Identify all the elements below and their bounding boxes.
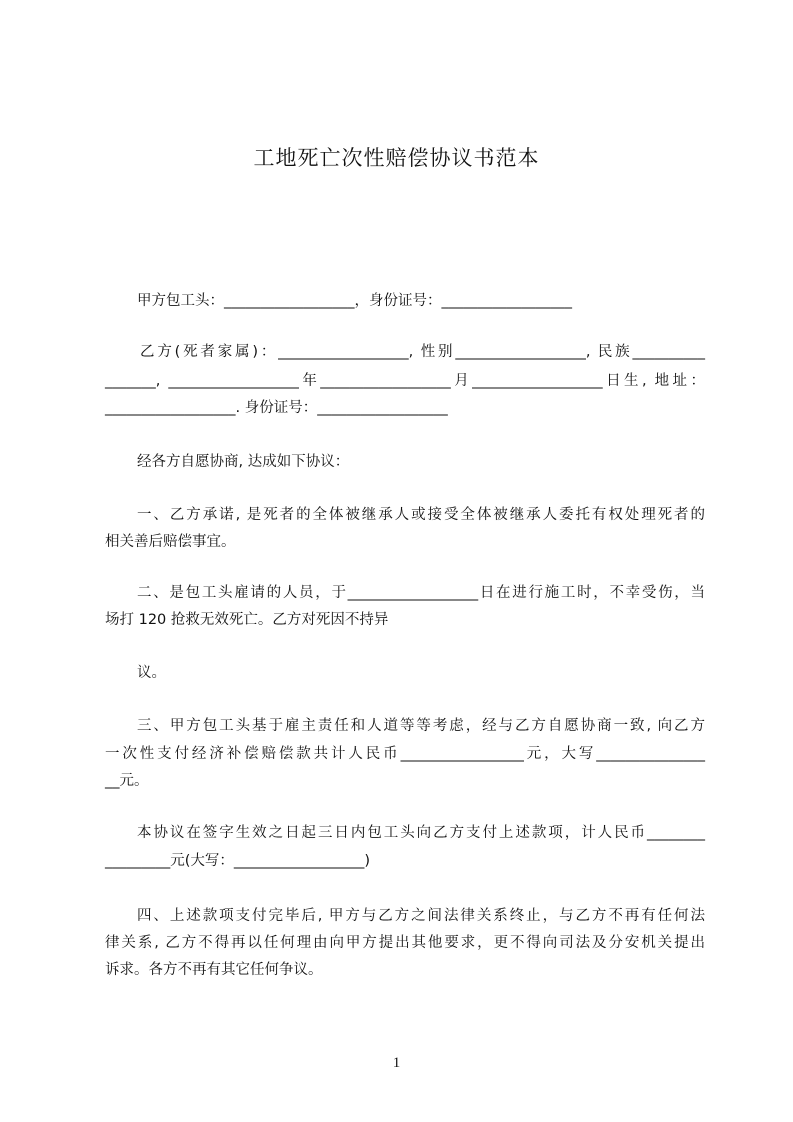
party-a-line: 甲方包工头：__________________，身份证号：__________________: [137, 293, 572, 309]
party-b-line-3: __________________. 身份证号：__________________: [105, 400, 448, 416]
party-b-line-1: 乙方(死者家属)：__________________, 性别__________________, 民族__________: [140, 344, 705, 360]
clause-3-line-1: 三、甲方包工头基于雇主责任和人道等等考虑，经与乙方自愿协商一致, 向乙方: [137, 718, 705, 734]
clause-4-line-1: 四、上述款项支付完毕后, 甲方与乙方之间法律关系终止，与乙方不再有任何法: [137, 908, 705, 924]
payment-line-1: 本协议在签字生效之日起三日内包工头向乙方支付上述款项，计人民币________: [137, 825, 705, 841]
clause-3-line-3: __元。: [105, 773, 149, 789]
clause-4-line-3: 诉求。各方不再有其它任何争议。: [105, 962, 323, 978]
clause-1-line-1: 一、乙方承诺, 是死者的全体被继承人或接受全体被继承人委托有权处理死者的: [137, 507, 705, 523]
document-title: 工地死亡次性赔偿协议书范本: [253, 146, 540, 170]
party-b-line-2: _______, __________________年__________________月__________________日生, 地址：: [105, 373, 705, 389]
page-number: 1: [392, 1055, 401, 1071]
intro-text: 经各方自愿协商, 达成如下协议：: [137, 454, 350, 470]
clause-2-line-1: 二、是包工头雇请的人员，于__________________日在进行施工时，不幸受伤，当: [137, 585, 705, 601]
clause-4-line-2: 律关系, 乙方不得再以任何理由向甲方提出其他要求，更不得向司法及分安机关提出: [105, 935, 705, 951]
clause-1-line-2: 相关善后赔偿事宜。: [105, 534, 236, 550]
clause-2-line-3: 议。: [137, 665, 166, 681]
payment-line-2: _________元(大写：__________________): [105, 853, 371, 869]
clause-2-line-2: 场打 120 抢救无效死亡。乙方对死因不持异: [105, 612, 389, 628]
clause-3-line-2: 一次性支付经济补偿赔偿款共计人民币_________________元，大写_______________: [105, 746, 705, 762]
